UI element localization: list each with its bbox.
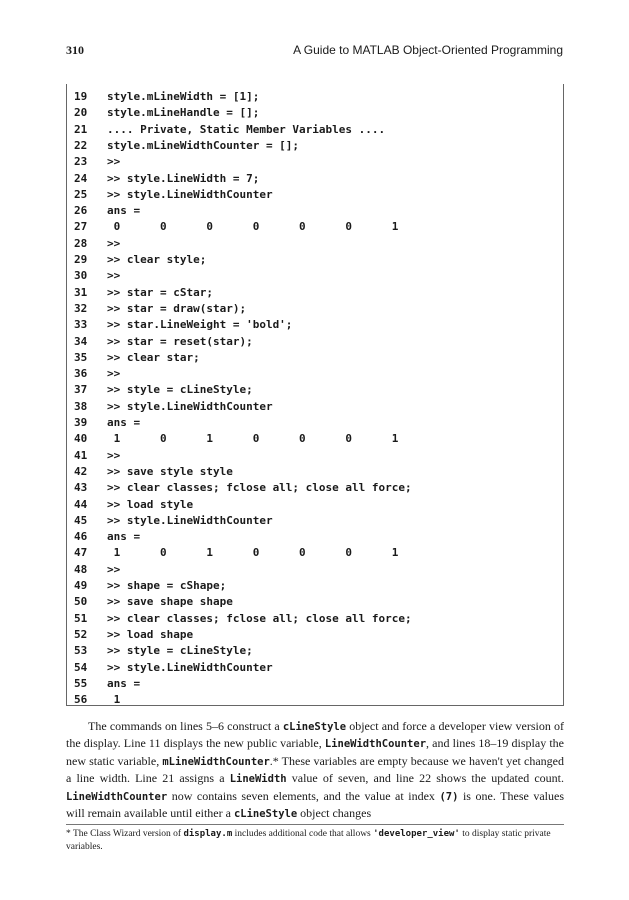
- code-text: >> shape = cShape;: [107, 579, 227, 592]
- code-text: 1: [107, 693, 121, 707]
- code-line: [67, 660, 273, 676]
- code-text: style.mLineWidth = [1];: [107, 90, 260, 103]
- code-text: >> style = cLineStyle;: [107, 644, 253, 658]
- code-line: [67, 415, 140, 431]
- code-line: [67, 366, 120, 382]
- line-number: 26: [74, 204, 88, 218]
- body-text: object changes: [297, 806, 372, 821]
- code-line: [67, 643, 253, 659]
- body-paragraph: [66, 718, 564, 822]
- code-line: [67, 529, 140, 545]
- code-text: 1 0 1 0 0 0 1: [107, 432, 399, 446]
- body-text: The commands on lines 5–6 construct a: [88, 719, 283, 733]
- line-number: 54: [74, 660, 88, 674]
- footnote-code: 'developer_view': [373, 829, 460, 839]
- line-number: 44: [74, 497, 88, 511]
- code-line: [67, 448, 120, 464]
- code-line: [67, 268, 120, 284]
- code-text: >>: [107, 155, 121, 169]
- code-text: style.mLineHandle = [];: [107, 106, 260, 120]
- code-line: [67, 171, 259, 187]
- line-number: 35: [74, 350, 88, 364]
- code-ref: (7): [439, 790, 459, 803]
- running-title: A Guide to MATLAB Object-Oriented Programming: [293, 43, 563, 57]
- code-line: [67, 480, 412, 496]
- line-number: 37: [74, 383, 88, 397]
- code-text: >> style.LineWidth = 7;: [107, 171, 260, 185]
- code-line: [67, 399, 273, 415]
- code-text: >> star = draw(star);: [107, 301, 247, 315]
- code-text: >> style.LineWidthCounter: [107, 399, 273, 413]
- body-text: value of seven, and line 22 shows the updated count.: [286, 771, 565, 786]
- code-line: [67, 252, 206, 268]
- body-text: object and force a developer view version of the display. Line 11 displays the new public variable,: [66, 719, 564, 751]
- code-line: [67, 692, 120, 708]
- code-text: >> style.LineWidthCounter: [107, 187, 273, 201]
- code-text: >>: [107, 367, 121, 381]
- code-text: >> clear style;: [107, 253, 207, 266]
- line-number: 49: [74, 579, 88, 592]
- code-line: [67, 236, 120, 252]
- code-line: [67, 611, 412, 627]
- code-text: >> style = cLineStyle;: [107, 383, 253, 397]
- line-number: 41: [74, 448, 88, 462]
- line-number: 29: [74, 253, 88, 266]
- code-line: [67, 578, 226, 594]
- code-text: .... Private, Static Member Variables ....: [107, 122, 386, 136]
- code-line: [67, 154, 120, 170]
- code-line: [67, 301, 246, 317]
- code-text: >>: [107, 448, 121, 462]
- code-line: [67, 187, 273, 203]
- code-line: [67, 497, 193, 513]
- line-number: 23: [74, 155, 88, 169]
- code-line: [67, 350, 200, 366]
- code-text: style.mLineWidthCounter = [];: [107, 138, 300, 152]
- code-text: >>: [107, 562, 121, 576]
- footnote-divider: [66, 824, 564, 825]
- line-number: 53: [74, 644, 88, 658]
- line-number: 52: [74, 627, 88, 641]
- line-number: 28: [74, 236, 88, 250]
- line-number: 39: [74, 416, 88, 429]
- code-line: [67, 562, 120, 578]
- footnote-text: to display static private variables.: [66, 829, 551, 852]
- line-number: 42: [74, 464, 88, 478]
- code-line: [67, 594, 233, 610]
- line-number: 40: [74, 432, 88, 446]
- code-line: [67, 105, 259, 121]
- code-text: >> star.LineWeight = 'bold';: [107, 318, 293, 332]
- code-line: [67, 317, 292, 333]
- line-number: 27: [74, 220, 88, 234]
- footnote: [66, 828, 564, 854]
- code-text: >> clear star;: [107, 350, 200, 364]
- line-number: 32: [74, 301, 88, 315]
- code-line: [67, 203, 140, 219]
- code-text: 1 0 1 0 0 0 1: [107, 546, 399, 560]
- body-text: now contains seven elements, and the value at index: [167, 788, 440, 803]
- code-text: >> clear classes; fclose all; close all force;: [107, 611, 412, 625]
- line-number: 45: [74, 513, 88, 527]
- code-line: [67, 89, 259, 105]
- code-text: >> save shape shape: [107, 595, 233, 609]
- line-number: 38: [74, 399, 88, 413]
- footnote-text: includes additional code that allows: [232, 829, 374, 839]
- code-line: [67, 122, 385, 138]
- line-number: 33: [74, 318, 88, 332]
- line-number: 25: [74, 187, 88, 201]
- line-number: 56: [74, 693, 88, 707]
- code-ref: LineWidthCounter: [324, 738, 427, 751]
- line-number: 48: [74, 562, 88, 576]
- body-text: , and lines 18–19 display the new static variable,: [66, 736, 564, 768]
- line-number: 46: [74, 530, 88, 544]
- code-line: [67, 627, 193, 643]
- code-text: ans =: [107, 676, 141, 690]
- line-number: 43: [74, 481, 88, 495]
- line-number: 20: [74, 106, 88, 120]
- code-ref: LineWidthCounter: [66, 790, 168, 803]
- code-listing: [66, 84, 564, 706]
- line-number: 31: [74, 285, 88, 299]
- line-number: 51: [74, 611, 88, 625]
- code-text: >> clear classes; fclose all; close all force;: [107, 481, 412, 495]
- code-line: [67, 676, 140, 692]
- code-text: >> style.LineWidthCounter: [107, 513, 273, 527]
- code-ref: cLineStyle: [233, 808, 298, 821]
- code-line: [67, 382, 253, 398]
- code-line: [67, 464, 233, 480]
- code-line: [67, 545, 398, 561]
- code-ref: cLineStyle: [282, 721, 347, 733]
- code-text: >> load shape: [107, 627, 194, 641]
- code-text: ans =: [107, 416, 141, 429]
- footnote-code: display.m: [183, 829, 233, 839]
- code-line: [67, 334, 253, 350]
- code-line: [67, 513, 273, 529]
- code-line: [67, 431, 398, 447]
- footnote-text: * The Class Wizard version of: [66, 829, 184, 839]
- code-text: ans =: [107, 530, 141, 544]
- page-number: 310: [66, 43, 84, 57]
- code-text: ans =: [107, 204, 141, 218]
- line-number: 50: [74, 595, 88, 609]
- line-number: 24: [74, 171, 88, 185]
- code-text: 0 0 0 0 0 0 1: [107, 220, 399, 234]
- body-text: is one. These values will remain available until either a: [66, 788, 565, 821]
- code-text: >> style.LineWidthCounter: [107, 660, 273, 674]
- code-text: >> save style style: [107, 464, 233, 478]
- code-text: >> load style: [107, 497, 194, 511]
- code-text: >> star = reset(star);: [107, 334, 253, 348]
- code-line: [67, 285, 213, 301]
- line-number: 34: [74, 334, 88, 348]
- code-ref: LineWidth: [229, 773, 287, 786]
- code-text: >>: [107, 269, 121, 283]
- line-number: 21: [74, 122, 88, 136]
- body-text: .* These variables are empty because we haven't yet changed a line width. Line 21 assigns a: [66, 753, 564, 786]
- code-text: >>: [107, 236, 121, 250]
- line-number: 22: [74, 138, 88, 152]
- line-number: 55: [74, 676, 88, 690]
- code-line: [67, 219, 398, 235]
- line-number: 47: [74, 546, 88, 560]
- line-number: 36: [74, 367, 88, 381]
- code-text: >> star = cStar;: [107, 285, 213, 299]
- line-number: 30: [74, 269, 88, 283]
- code-ref: mLineWidthCounter: [162, 755, 270, 768]
- line-number: 19: [74, 90, 88, 103]
- code-line: [67, 138, 299, 154]
